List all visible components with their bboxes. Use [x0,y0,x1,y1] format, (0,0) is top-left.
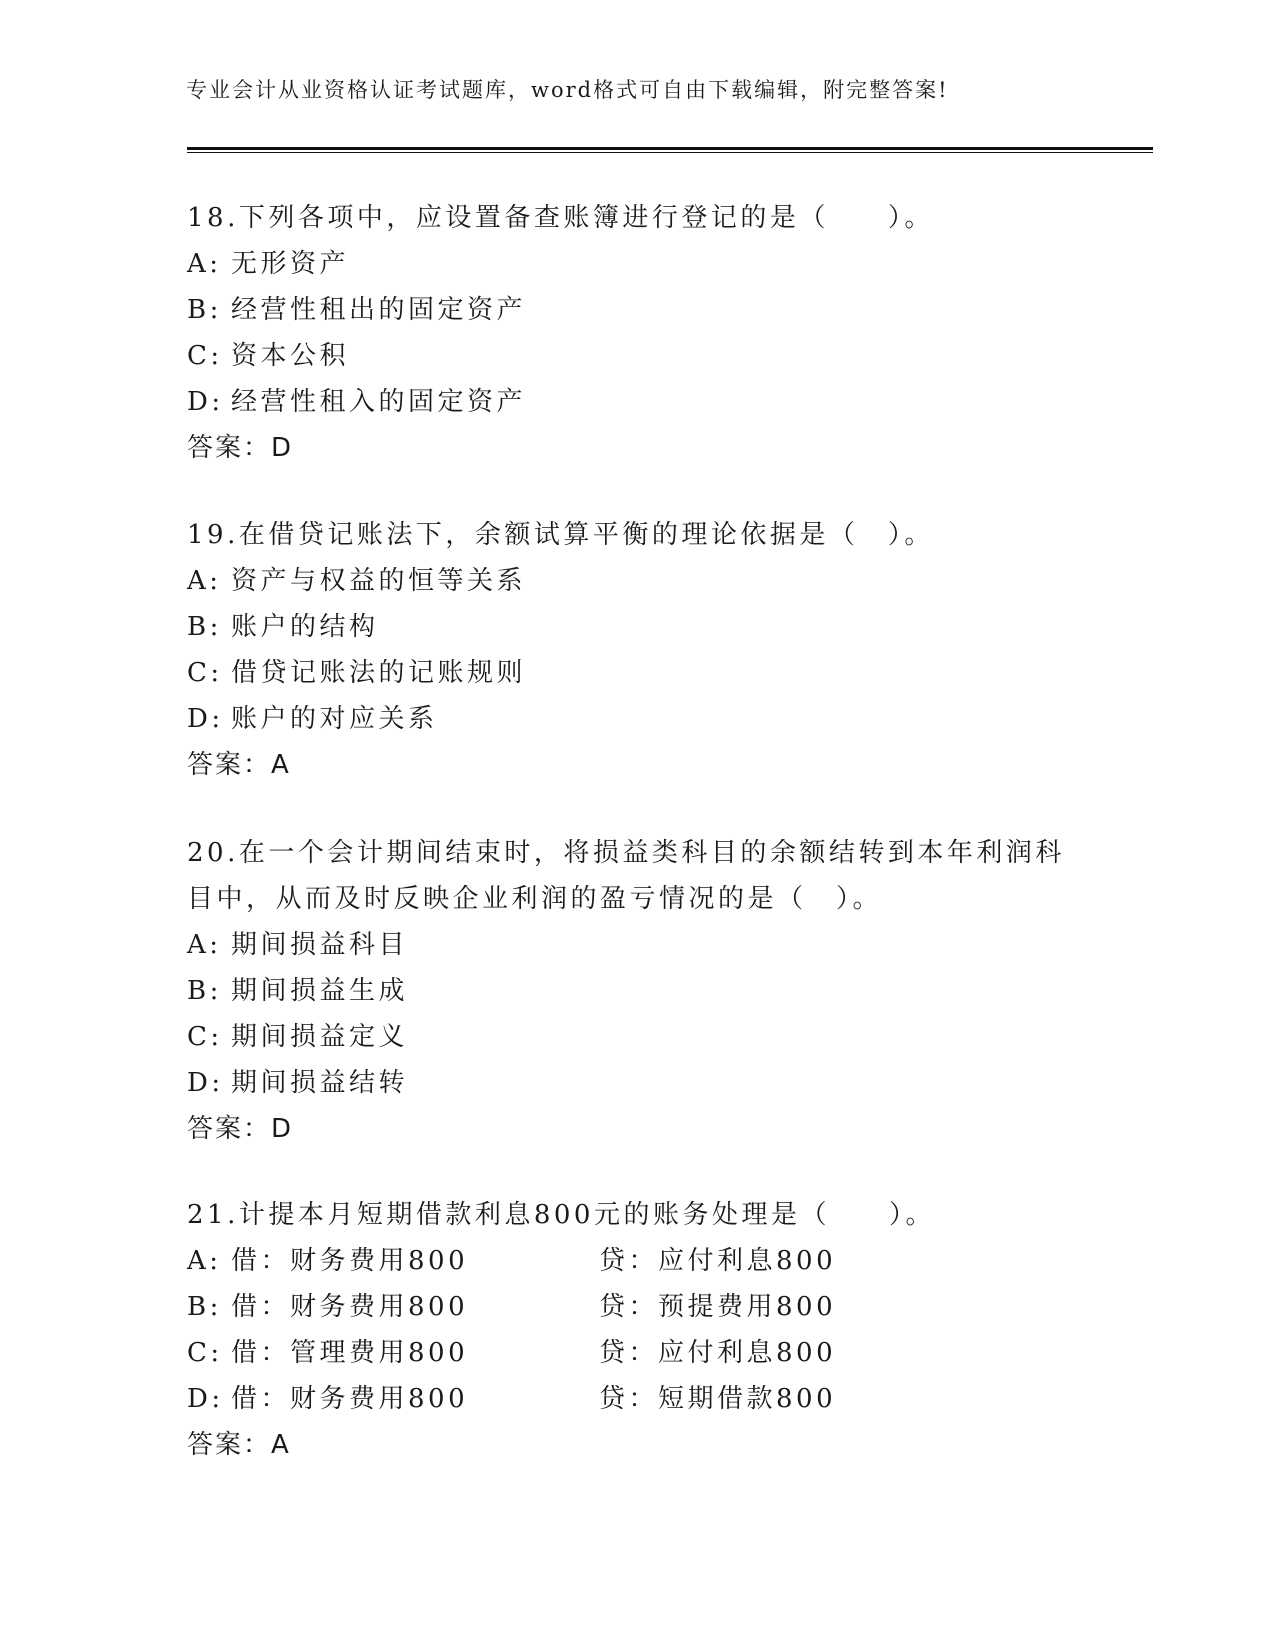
option-a: A: 期间损益科目 [187,930,409,960]
question-text: 18.下列各项中，应设置备查账簿进行登记的是（ ）。 [187,203,934,233]
question-text: 19.在借贷记账法下，余额试算平衡的理论依据是（ ）。 [187,520,934,550]
option-d: D: 期间损益结转 [187,1068,409,1098]
option-b: B: 经营性租出的固定资产 [187,295,527,325]
option-b: B: 账户的结构 [187,612,379,642]
question-21 [187,1192,1087,1468]
answer: 答案：D [187,1114,294,1144]
question-18 [187,195,1087,471]
option-a: A: 借：财务费用800 贷：应付利息800 [187,1238,1087,1284]
option-c: C: 借贷记账法的记账规则 [187,658,527,688]
page-header: 专业会计从业资格认证考试题库，word格式可自由下载编辑，附完整答案! [186,78,949,102]
option-a: A: 资产与权益的恒等关系 [187,566,527,596]
option-d: D: 借：财务费用800 贷：短期借款800 [187,1376,1087,1422]
credit-entry: 贷：预提费用800 [599,1292,837,1322]
option-b: B: 期间损益生成 [187,976,409,1006]
option-a: A: 无形资产 [187,249,350,279]
debit-entry: 借：财务费用800 [231,1384,469,1414]
option-c: C: 资本公积 [187,341,350,371]
debit-entry: 借：财务费用800 [231,1292,469,1322]
answer: 答案：D [187,433,294,463]
option-d: D: 经营性租入的固定资产 [187,387,527,417]
answer: 答案：A [187,750,291,780]
header-rule-thin [187,152,1153,153]
credit-entry: 贷：应付利息800 [599,1246,837,1276]
question-text: 21.计提本月短期借款利息800元的账务处理是（ ）。 [187,1200,935,1230]
question-text: 20.在一个会计期间结束时，将损益类科目的余额结转到本年利润科目中，从而及时反映企业利润的盈亏情况的是（ ）。 [187,838,1065,914]
option-c: C: 借：管理费用800 贷：应付利息800 [187,1330,1087,1376]
credit-entry: 贷：短期借款800 [599,1384,837,1414]
debit-entry: 借：财务费用800 [231,1246,469,1276]
credit-entry: 贷：应付利息800 [599,1338,837,1368]
question-20 [187,830,1067,1152]
question-19 [187,512,1087,788]
header-rule [187,147,1153,150]
option-d: D: 账户的对应关系 [187,704,438,734]
debit-entry: 借：管理费用800 [231,1338,469,1368]
option-b: B: 借：财务费用800 贷：预提费用800 [187,1284,1087,1330]
answer: 答案：A [187,1430,291,1460]
option-c: C: 期间损益定义 [187,1022,409,1052]
